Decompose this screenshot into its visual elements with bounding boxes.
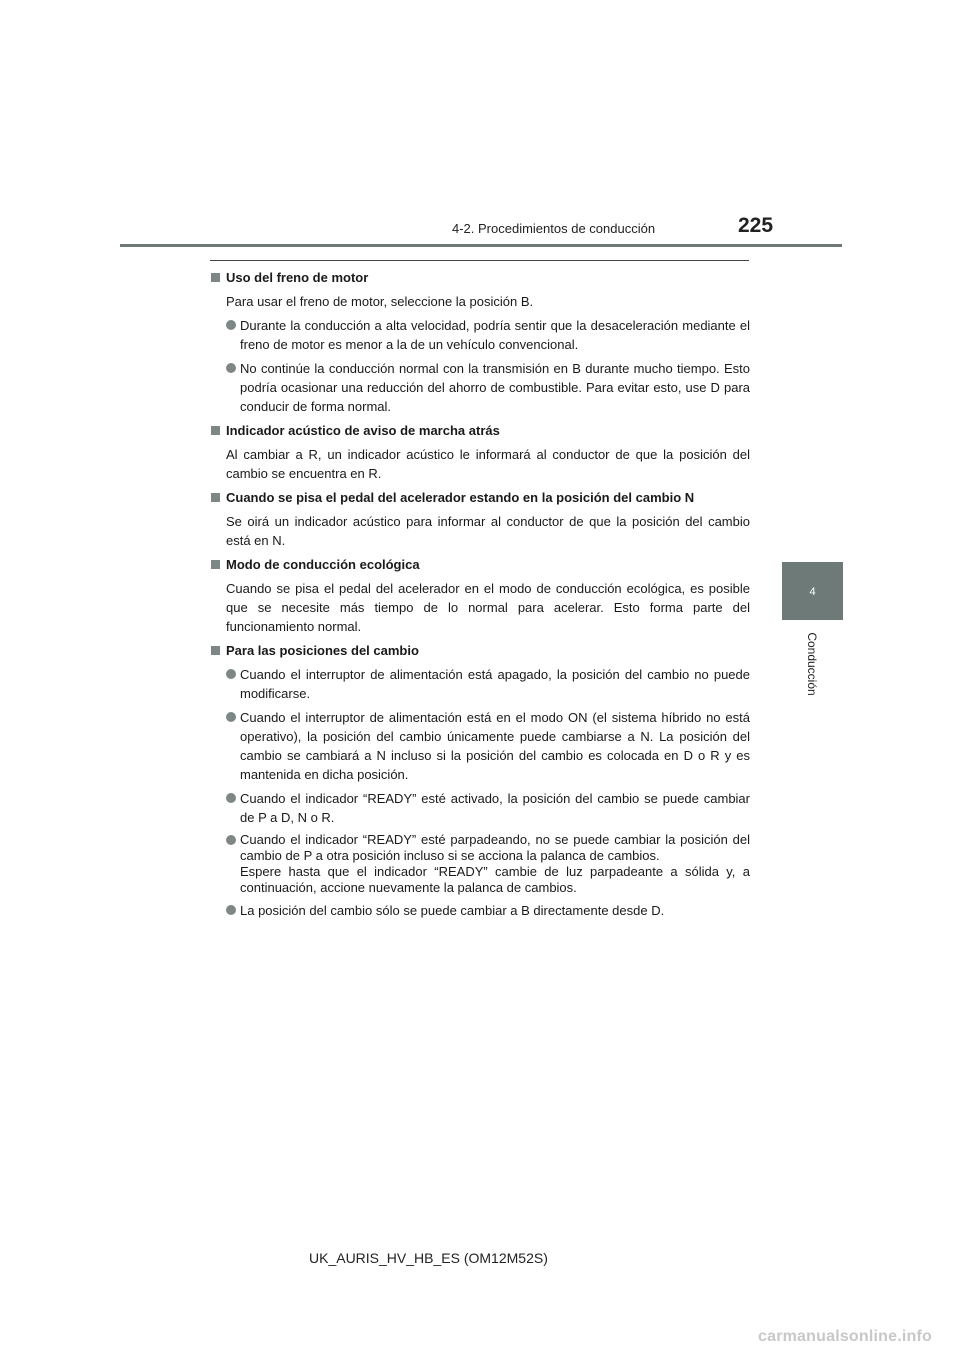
section-heading	[210, 488, 750, 507]
paragraph: Para usar el freno de motor, seleccione la posición B.	[226, 294, 534, 309]
paragraph: Al cambiar a R, un indicador acústico le informará al conductor de que la posición del cambio se encuentra en R.	[226, 447, 750, 481]
content-body	[210, 268, 750, 925]
paragraph: Cuando se pisa el pedal del acelerador en el modo de conducción ecológica, es posible que se necesite más tiempo de lo normal para acelerar. Esto forma parte del funcionamiento normal.	[226, 581, 750, 634]
section-heading-text: Indicador acústico de aviso de marcha atrás	[226, 423, 500, 438]
circle-bullet-icon	[226, 669, 236, 679]
bullet-item	[210, 789, 750, 827]
header-rule	[120, 244, 842, 247]
section-eco-mode	[210, 555, 750, 636]
circle-bullet-icon	[226, 905, 236, 915]
chapter-number: 4	[809, 586, 816, 598]
section-heading	[210, 555, 750, 574]
bullet-item	[210, 708, 750, 784]
circle-bullet-icon	[226, 712, 236, 722]
section-heading-text: Uso del freno de motor	[226, 270, 369, 285]
bullet-text: Cuando el interruptor de alimentación está apagado, la posición del cambio no puede modificarse.	[240, 667, 750, 701]
bullet-item	[210, 901, 750, 920]
bullet-text: Cuando el interruptor de alimentación está en el modo ON (el sistema híbrido no está operativo), la posición del cambio únicamente puede cambiarse a N. La posición del cambio se cambiará a N incluso si la posición del cambio es colocada en D o R y es mantenida en dicha posición.	[240, 710, 750, 782]
chapter-tab[interactable]	[782, 562, 843, 620]
section-heading-text: Cuando se pisa el pedal del acelerador estando en la posición del cambio N	[226, 490, 695, 505]
bullet-text: Cuando el indicador “READY” esté activado, la posición del cambio se puede cambiar de P a D, N o R.	[240, 791, 750, 825]
chapter-title: Conducción	[805, 632, 819, 696]
bullet-text: Cuando el indicador “READY” esté parpadeando, no se puede cambiar la posición del cambio de P a otra posición incluso si se acciona la palanca de cambios.	[240, 832, 750, 863]
section-heading	[210, 641, 750, 660]
section-heading	[210, 421, 750, 440]
square-bullet-icon	[211, 646, 220, 655]
square-bullet-icon	[211, 273, 220, 282]
watermark: carmanualsonline.info	[758, 1328, 933, 1345]
page-number: 225	[738, 214, 774, 237]
section-accelerator-in-n	[210, 488, 750, 550]
circle-bullet-icon	[226, 793, 236, 803]
section-heading	[210, 268, 750, 287]
bullet-item	[210, 665, 750, 703]
section-heading-text: Modo de conducción ecológica	[226, 557, 420, 572]
running-header-section: 4-2. Procedimientos de conducción	[452, 221, 656, 236]
circle-bullet-icon	[226, 320, 236, 330]
section-shift-positions	[210, 641, 750, 920]
paragraph: Se oirá un indicador acústico para informar al conductor de que la posición del cambio está en N.	[226, 514, 750, 548]
bullet-text-continued: Espere hasta que el indicador “READY” cambie de luz parpadeante a sólida y, a continuación, accione nuevamente la palanca de cambios.	[240, 864, 750, 895]
square-bullet-icon	[211, 426, 220, 435]
bullet-item	[210, 316, 750, 354]
bullet-text: No continúe la conducción normal con la transmisión en B durante mucho tiempo. Esto podría ocasionar una reducción del ahorro de combustible. Para evitar esto, use D para conducir de forma normal.	[240, 361, 750, 414]
circle-bullet-icon	[226, 835, 236, 845]
bullet-text: La posición del cambio sólo se puede cambiar a B directamente desde D.	[240, 903, 665, 918]
circle-bullet-icon	[226, 363, 236, 373]
content-rule	[210, 260, 749, 261]
section-heading-text: Para las posiciones del cambio	[226, 643, 419, 658]
footer-document-code: UK_AURIS_HV_HB_ES (OM12M52S)	[309, 1250, 548, 1266]
section-reverse-buzzer	[210, 421, 750, 483]
bullet-text: Durante la conducción a alta velocidad, podría sentir que la desaceleración mediante el freno de motor es menor a la de un vehículo convencional.	[240, 318, 750, 352]
bullet-item	[210, 359, 750, 416]
square-bullet-icon	[211, 560, 220, 569]
bullet-item	[210, 832, 750, 896]
square-bullet-icon	[211, 493, 220, 502]
section-engine-brake	[210, 268, 750, 416]
